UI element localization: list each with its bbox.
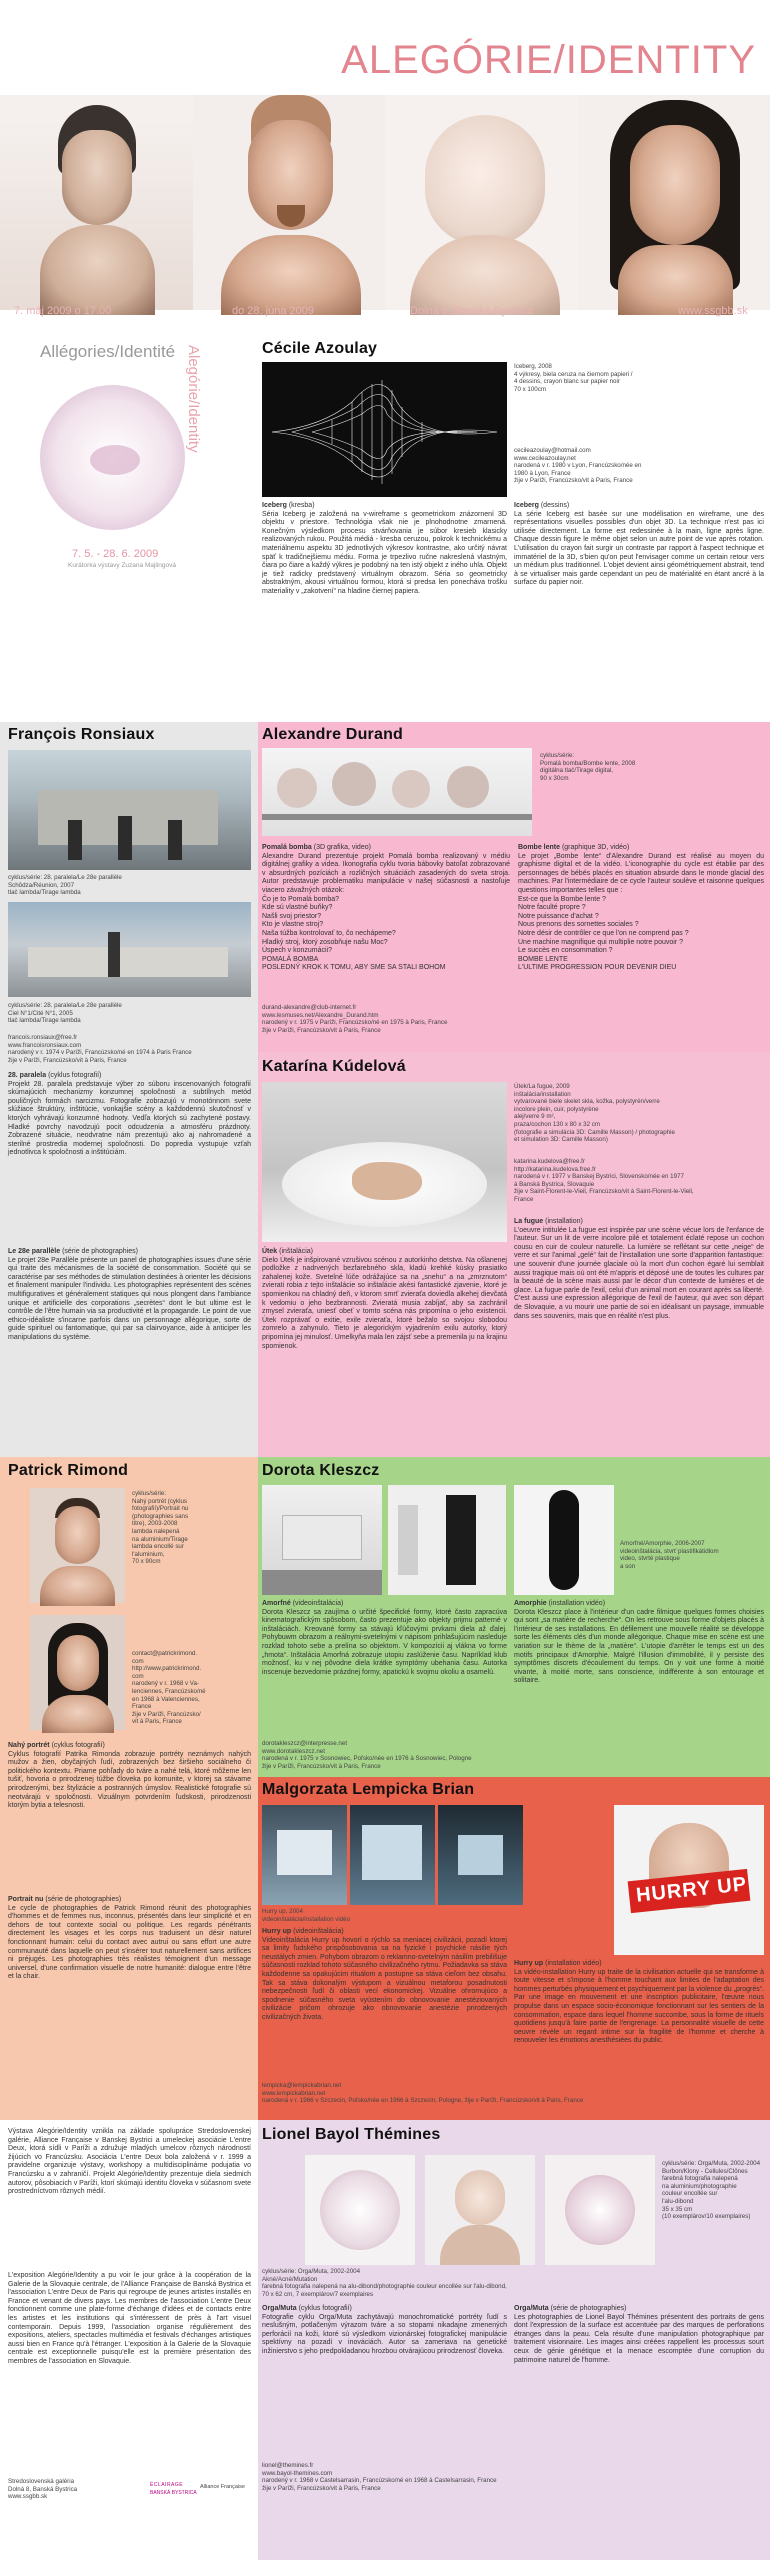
kudelova-bio: à Banská Bystrica, Slovaquie	[514, 1180, 595, 1188]
lempicka-photo-2	[350, 1805, 435, 1905]
credits-org: Stredoslovenská galéria	[8, 2478, 75, 2485]
durand-bio: narodený v r. 1975 v Paríži, Francúzsko/né en 1975 à Paris, France	[262, 1019, 448, 1027]
rimond-bio: vit à Paris, France	[132, 1718, 182, 1726]
artist-name-themines: Lionel Bayol Thémines	[262, 2126, 441, 2143]
azoulay-caption-line: 4 výkresy, biela ceruza na čiernom papieri /	[514, 370, 633, 378]
durand-question: Našli svoj priestor?	[262, 912, 322, 920]
rimond-photo-2	[30, 1615, 125, 1730]
durand-question: Kto je vlastne stroj?	[262, 921, 324, 929]
rimond-bio: France	[132, 1703, 152, 1711]
themines-photo-3	[545, 2155, 655, 2265]
rimond-caption-line: lambda nalepená	[132, 1527, 180, 1535]
azoulay-bio: 1980 à Lyon, France	[514, 469, 571, 477]
lempicka-text-sk: Hurry up (videoinštalácia) Videoinštalácia Hurry up hovorí o rýchlo sa meniacej civilizácii, pozadí ktorej sa limity ľudského prispôsobovania sa na fyzické i psychické násilie tých neustálych zmien. Pohybom obrazom o reklamno-svetelným násilím prebilišuje súčasnosti rozklad tohoto súčasného civilizačného rytmu. Požiadavka sa stáva každodenne sa opakujúcim rituálom a postupne sa stáva cieľom bez obsahu. Tak sa stáva dokonalým výstupom a vizuálnou metaforou posadnutosti nebezpečnosti ľudí či oblasti vecí ekonomickej. Vizuálne ohromujúco a spodnenie súčasného sveta vyústením do obnovovanie anestéziovaných civilizácie pričom ohrozuje ako obnovovanie anestézie prirodzených civilizačných života.	[262, 1928, 507, 2021]
kudelova-caption-line: et simulation 3D: Camille Masson)	[514, 1136, 608, 1144]
rimond-photo-1	[30, 1488, 125, 1603]
durand-question: Naša túžba kontrolovať to, čo nechápeme?	[262, 929, 396, 937]
themines-caption-line: cyklus/série: Orga/Muta, 2002-2004	[262, 2268, 361, 2275]
intro-dates: 7. 5. - 28. 6. 2009	[72, 548, 159, 560]
themines-caption-line: farebná fotografia nalepená na alu-dibond/photographie couleur encollée sur l'alu-dibond,	[262, 2283, 507, 2291]
lempicka-poster-text: HURRY UP	[635, 1873, 749, 1907]
themines-website[interactable]: www.bayol-themines.com	[262, 2469, 333, 2477]
logo-eclairage: ÉCLAIRAGE	[150, 2482, 184, 2488]
page-title: ALEGÓRIE/IDENTITY	[341, 38, 756, 82]
lempicka-website[interactable]: www.lempickabrian.net	[262, 2089, 326, 2097]
durand-question: POSLEDNÝ KROK K TOMU, ABY SME SA STALI BOHOM	[262, 964, 446, 972]
ronsiaux-bio: žije v Paríži, Francúzsko/vit à Paris, France	[8, 1056, 127, 1064]
logo-alliance-francaise: Alliance Française	[200, 2484, 245, 2490]
ronsiaux-caption-line: cyklus/série: 28. paralela/Le 28e parallèle	[8, 1002, 122, 1009]
kudelova-caption-line: Útek/La fugue, 2009	[514, 1083, 570, 1090]
azoulay-email[interactable]: cecileazoulay@hotmail.com	[514, 447, 591, 454]
rimond-bio: žije v Paríži, Francúzsko/	[132, 1710, 201, 1718]
azoulay-website[interactable]: www.cecileazoulay.net	[514, 454, 576, 462]
durand-bio: žije v Paríži, Francúzsko/vit à Paris, France	[262, 1026, 381, 1034]
themines-text-sk: Orga/Muta (cyklus fotografií) Fotografie cyklu Orga/Muta zachytávajú monochromatické portréty ľudí s neslušným, potlačeným výrazom tváre a so stopami nikadajne zmenených perforácií na koži, ktoré sú výsledkom vizionárskej fotografickej manipulácie spektívny na pozadí v inováciách. Autor sa zameriava na genetické inžinierstvo s jeho predpokladanou hrozbou otvárajúcou prirodzenosť človeka.	[262, 2305, 507, 2355]
lempicka-bio: narodená v r. 1966 v Szczecin, Poľsko/née en 1966 à Szczecin, Pologne, žije v Paríži, Francúzsko/vit à Paris, France	[262, 2097, 584, 2105]
header-photo-4	[578, 95, 770, 310]
durand-email[interactable]: durand-alexandre@club-internet.fr	[262, 1004, 357, 1011]
date-open: 7. máj 2009 o 17.00	[14, 305, 112, 317]
themines-caption-line: couleur encollée sur	[662, 2190, 718, 2198]
kudelova-email[interactable]: katarina.kudelova@free.fr	[514, 1158, 585, 1165]
durand-caption-line: digitálna tlač/Tirage digital,	[540, 767, 614, 775]
azoulay-artwork	[262, 362, 507, 497]
kudelova-caption-line: vytvarované biele skelet skla, kožka, polystyrén/verre	[514, 1098, 660, 1106]
artist-name-ronsiaux: François Ronsiaux	[8, 726, 155, 743]
credits-website[interactable]: www.ssgbb.sk	[8, 2493, 48, 2501]
ronsiaux-text-sk: 28. paralela (cyklus fotografií) Projekt 28. paralela predstavuje výber zo súboru inscenovaných fotografií skúmajúcich mechanizmy konzumnej spoločnosti a subtílnych metód pouličných formách narcizmu. Fotografie zobrazujú v monotónnom svete slúžiace štruktúry, inštitúcie, vonkajšie scény a každodennú skutočnosť v ktorých vyhrávajú konzumné hodnoty. Vedľa ktorých sú zachytené postavy. Hladké povrchy navodzujú pocit odcudzenia a atmosféru prázdnoty. Zobrazené situácie, neodvratne nám prezentujú ako aj nahromadené a sterilné prostredia modernej spoločnosti. Do popredia vystupuje vzťah jednotlivca k spoločnosti a inštitúciám.	[8, 1072, 251, 1157]
header-photo-1	[0, 95, 193, 310]
artist-name-azoulay: Cécile Azoulay	[262, 340, 378, 357]
kudelova-bio: narodená v r. 1977 v Banskej Bystrici, Slovensko/née en 1977	[514, 1173, 684, 1181]
rimond-caption-line: (photographies sans	[132, 1512, 189, 1520]
kleszcz-photo-1	[262, 1485, 382, 1595]
kleszcz-caption-line: a son	[620, 1562, 636, 1570]
kleszcz-caption-line: Amorfné/Amorphie, 2006-2007	[620, 1540, 705, 1547]
durand-question: BOMBE LENTE	[518, 955, 568, 963]
themines-caption-line: na aluminium/photographie	[662, 2182, 737, 2190]
rimond-email[interactable]: com	[132, 1657, 144, 1665]
durand-question: POMALÁ BOMBA	[262, 955, 319, 963]
kudelova-artwork	[262, 1082, 507, 1242]
themines-photo-2	[425, 2155, 535, 2265]
themines-caption-line: 70 x 62 cm, 7 exemplárov/7 exemplaires	[262, 2290, 374, 2298]
kudelova-bio: France	[514, 1195, 534, 1203]
durand-question: Kde sú vlastné buňky?	[262, 904, 333, 912]
kleszcz-email[interactable]: dorotakleszcz@interpresse.net	[262, 1740, 348, 1747]
lempicka-poster	[614, 1805, 764, 1955]
credits-fr: L'exposition Alegórie/Identity a pu voir le jour grâce à la coopération de la Galerie de la Slovaquie centrale, de l'Alliance Française de Banská Bystrica et l'association L'entre Deux de Paris qui regroupe de jeunes artistes installés en France et venant de divers pays. Les membres de l'association L'entre Deux fonctionnent comme une plate-forme d'échange d'idées et de contacts entre les artistes et les institutions qui s'intéressent de près à l'art visuel contemporain. Depuis 1999, l'association organise régulièrement des expositions, ateliers, spectacles multimédia et festivals d'échanges artistiques aussi bien en France qu'à l'étranger. L'exposition à la Galerie de la Slovaquie centrale est exceptionnelle puisqu'elle est la première présentation des membres de l'association en Slovaquie.	[8, 2272, 251, 2365]
durand-caption-line: Pomalá bomba/Bombe lente, 2008	[540, 759, 636, 767]
themines-bio: žije v Paríži, Francúzsko/vit à Paris, France	[262, 2484, 381, 2492]
rimond-caption-line: titre), 2003-2008	[132, 1520, 178, 1528]
themines-caption-line: Burbon/Klony - Cellules/Clônes	[662, 2167, 748, 2175]
durand-question: Notre faculté propre ?	[518, 904, 586, 912]
durand-question: Une machine magnifique qui multiplie notre pouvoir ?	[518, 938, 683, 946]
durand-question: Notre puissance d'achat ?	[518, 912, 599, 920]
kudelova-caption-line: (fotografie a simulácia 3D: Camille Masson) / photographie	[514, 1128, 675, 1136]
kleszcz-bio: žije v Paríži, Francúzsko/vit à Paris, France	[262, 1762, 381, 1770]
themines-caption-line: Akné/Acné/Mutation	[262, 2275, 318, 2283]
durand-question: L'ULTIME PROGRESSION POUR DEVENIR DIEU	[518, 964, 677, 972]
themines-email[interactable]: lionel@themines.fr	[262, 2462, 314, 2469]
durand-text-sk: Pomalá bomba (3D grafika, video) Alexandre Durand prezentuje projekt Pomalá bomba realizovaný v médiu digitálnej grafiky a videa. Ikonografia cyklu tvoria bábovky batoľat zobrazované v absurdných pozíciách a rozličných situáciách zasadených do sveta stroja. Autor predstavuje problematiku manipulácie v našej súčasnosti a nastoľuje viacero závažných otázok: Čo je to Pomalá bomba? Kde sú vlastné buňky? Našli svoj priestor? Kto je vlastne stroj? Naša túžba kontrolovať to, čo nechápeme? Hladký stroj, ktorý zosobňuje našu Moc? Úspech v konzumácii? POMALÁ BOMBA POSLEDNÝ KROK K TOMU, ABY SME SA STALI BOHOM	[262, 844, 510, 972]
azoulay-caption-title: Iceberg, 2008	[514, 363, 552, 370]
durand-artwork	[262, 748, 532, 836]
rimond-caption-line: lambda encollé sur	[132, 1543, 184, 1551]
durand-question: Notre désir de contrôler ce que l'on ne comprend pas ?	[518, 929, 689, 937]
ronsiaux-photo-2	[8, 902, 251, 997]
azoulay-bio: narodená v r. 1980 v Lyon, Francúzsko/née en	[514, 462, 642, 470]
kleszcz-photo-3	[514, 1485, 614, 1595]
durand-question: Le succès en consommation ?	[518, 947, 613, 955]
azoulay-text-fr: Iceberg (dessins) La série Iceberg est basée sur une modélisation en wireframe, une des représentations visuelles possibles d'un objet 3D. La technique n'est pas ici utilisée directement. La forme est redessinée à la main, ligne après ligne. Chaque dessin figure le même objet selon un autre point de vue après rotation. L'utilisation du crayon fait surgir un contraste par rapport à l'aspect technique et immatériel de la 3D, s'bien qu'on peut l'envisager comme un certain retour vers un médium plus traditionnel. L'objet devient ainsi géométriquement abstrait, tend à se virtualiser mais garde cependant un peu de matérialité en étant ancré à la surface du papier noir.	[514, 502, 764, 587]
ronsiaux-caption-line: cyklus/série: 28. paralela/Le 28e parallèle	[8, 874, 122, 881]
durand-question: Nous prenons des sornettes sociales ?	[518, 921, 639, 929]
kleszcz-bio: narodená v r. 1975 v Sosnowiec, Poľsko/née en 1976 à Sosnowiec, Pologne	[262, 1755, 472, 1763]
kleszcz-text-sk: Amorfné (videoinštalácia) Dorota Kleszcz sa zaujíma o určité špecifické formy, ktoré často zapracúva kinematografickým spôsobom, často prezentuje ako objekty prijmu patterné v inštaláciách. Kreované formy sa stávajú kľúčovými prvkami diela až ďalej. Pohybuwm obrazom a reálnymi-svetelnými v nápisom prihlašujúcim nasleduje rozklad tohoto sebe a prelína so objektom. V kompozícii aj vlákna vo forme „hmota“. Inštalácia Amorfná zobrazuje utopiu zaslúženie času. Napríklad klub možnosť, ku v nej pôvodne diela krátke symptómy ubehania času. Autorka inscenuje bezvedomie prázdnej formy, apatickú k svojmu okoliu a osamelú.	[262, 1600, 507, 1676]
date-close: do 28. júna 2009	[232, 305, 314, 317]
rimond-website[interactable]: com	[132, 1672, 144, 1680]
themines-caption-line: farebná fotografia nalepená	[662, 2175, 738, 2183]
lempicka-text-fr: Hurry up (installation vidéo) La vidéo-installation Hurry up traite de la civilisation actuelle qui se transforme à toute vitesse et s'impose à l'homme touchant aux limites de l'adaptation des hommes perturbés physiquement et psychiquement par la violence du „progrès“. Par une image en mouvement et une inscription publicitaire, l'œuvre nous propulse dans un espace socio-économique fonctionnant sur les sentiers de la consommation, espace dans lequel l'homme succombe, sous la forme de rituels quotidiens jusqu'à faire partie de l'engrenage. La personnalité visuelle de cette oeuvre révèle un regard intime sur la fragilité de l'homme et cherche à renouveler les émotions anesthésiées du public.	[514, 1960, 764, 2045]
rimond-caption-line: fotografií)/Portrait nu	[132, 1505, 189, 1513]
rimond-bio: en 1968 à Valenciennes,	[132, 1695, 200, 1703]
kudelova-text-sk: Útek (inštalácia) Dielo Útek je inšpirované vzrušivou scénou z autorkinho detstva. Na ošlanenej podložke z nadrvených bezfarebného skla, kladú krehké kúsky prasiatko zahalenej kože. Svetelné lúče odrážajúce sa na „snehu“ a na „zmrznutom“ zvierati robia z tejto inštalácie so inštalácie akési fantastické zjavenie, ktoré je spomienkou na chladný deň, v ktorom smrť zvieraťa doviedla alkehej dievčatá k vedomiu o jeho bezbrannosti. Zvieratá musia zabíjať, aby sa zachránil zmysel zvieraťa, uniesť obeť v tomto scéna nás pripomína o jeho existencii. Útek rozprávať o exitie, exile zvieraťa, ktoré bežalo so svojou slobodou zomrelo a zahynulo. Tieto je alegorickým vyjadrením exilu autorky, ktorý pripomína jej minulosť. Umelkyňa mala len zájsť sebe a premenila ju na krajinu spomienok.	[262, 1248, 507, 1350]
ronsiaux-caption-line: tlač lambda/Tirage lambda	[8, 1017, 81, 1025]
header-photo-3	[385, 95, 578, 310]
kleszcz-text-fr: Amorphie (installation vidéo) Dorota Kleszcz place à l'intérieur d'un cadre filmique quelques formes choisies qui sont „sa matière de recherche“. On les retrouve sous forme d'objets placés à l'intérieur de ses installations. En défilement une mouvelle réalité se développe sorte les éléments clés d'un monde allégorique. Chaque mise en scène est une variation sur le thème de la „matière“. L'utopie d'arrêter le temps est un des motifs principaux d'Amorphie. Malgré l'illusion d'immobilité, il y persiste des symptômes discrets d'écoulement du temps. On y voit une forme à moitié vivante, à moitié morte, sans conscience, indifférente à son entourage et solitaire.	[514, 1600, 764, 1685]
rimond-email[interactable]: contact@patrickrimond.	[132, 1650, 198, 1657]
kudelova-bio: žije v Saint-Florent-le-Vieil, Francúzsko/vit à Saint-Florent-le-Vieil,	[514, 1188, 694, 1196]
ronsiaux-photo-1	[8, 750, 251, 870]
themines-caption-line: l'alu-dibond	[662, 2197, 694, 2205]
lempicka-photo-1	[262, 1805, 347, 1905]
ronsiaux-caption-line: tlač lambda/Tirage lambda	[8, 889, 81, 897]
kudelova-caption-line: alej/verre 9 m²,	[514, 1113, 556, 1121]
ronsiaux-website[interactable]: www.francoisronsiaux.com	[8, 1041, 82, 1049]
durand-text-fr: Bombe lente (graphique 3D, vidéo) Le projet „Bombe lente“ d'Alexandre Durand est réalisé au moyen du graphisme digital et de la vidéo. L'iconographie du cycle est établie par des personnages de bébés placés en situation absurde dans le monde glacial des machines. Par l'intermédiaire de ce cycle l'auteur soulève et raisonne quelques questions importantes telles que : Est-ce que la Bombe lente ? Notre faculté propre ? Notre puissance d'achat ? Nous prenons des sornettes sociales ? Notre désir de contrôler ce que l'on ne comprend pas ? Une machine magnifique qui multiplie notre pouvoir ? Le succès en consommation ? BOMBE LENTE L'ULTIME PROGRESSION POUR DEVENIR DIEU	[518, 844, 764, 972]
ronsiaux-bio: narodený v r. 1974 v Paríži, Francúzsko/né en 1974 à Paris France	[8, 1049, 192, 1057]
kleszcz-photo-2	[388, 1485, 506, 1595]
artist-name-rimond: Patrick Rimond	[8, 1462, 129, 1479]
artist-name-kleszcz: Dorota Kleszcz	[262, 1462, 380, 1479]
rimond-caption-line: l'aluminium,	[132, 1550, 165, 1558]
themines-text-fr: Orga/Muta (série de photographies) Les photographies de Lionel Bayol Thémines présentent des portraits de gens dont l'expression de la surface est accentuée par des marques de perforations étranges dans la peau. Cela résulte d'une manipulation photographique par traitement visionnaire. Les images ainsi créées rappellent les processus sourt ceux de génie génétique et la menace escomptée d'une corruption du patrimoine naturel de l'homme.	[514, 2305, 764, 2364]
kudelova-caption-line: inštalácia/installation	[514, 1090, 571, 1098]
azoulay-bio: žije v Paríži, Francúzsko/vit à Paris, France	[514, 477, 633, 485]
themines-bio: narodený v r. 1968 v Castelsarrasin, Francúzsko/né en 1968 à Castelsarrasin, France	[262, 2477, 497, 2485]
wireframe-drawing-icon	[262, 362, 507, 497]
kleszcz-caption-line: video, stvrté plastique	[620, 1555, 680, 1563]
credits-sk: Výstava Alegórie/Identity vznikla na základe spolupráce Stredoslovenskej galérie, Alliance Française v Banskej Bystrici a umeleckej asociácie L'entre Deux, ktorá sídli v Paríži a združuje mladých umelcov rôznych národností žijúcich vo Francúzsku. Asociácia L'entre Deux bola založená v r. 1999 a pravidelne organizuje výstavy, workshopy a multidisciplinárne podujatia vo Francúzsku a v zahraničí. Projekt Alegórie/Identity prezentuje diela siedmich autorov, pôsobiacich v Paríži, ktorí skúmajú identitu človeka v súčasnom svete prostredníctvom rôznych médií.	[8, 2128, 251, 2196]
azoulay-text-sk: Iceberg (kresba) Séria Iceberg je založená na v-wireframe s geometrickom znázornení 3D objektu v priestore. Technológia však nie je plnohodnotne zmarnená. Konečným výsledkom procesu stvárňovania je súbor kresieb klasicky realizovaných rukou. Použitá médiá - kresba ceruzou, pokrok k technickému a materiálnemu aspektu 3D jednotlivých výkresov kontrastne, ako určitý návrat späť k tradičnejšiemu médiu. Forma je trpezlivo ručne nakreslená vlastným, čiara po čiare a každý výkres je podobný na ten istý objekt z iného uhla. Objekt je tiež radicky predstavený virtuálnym obrazom. Séria so geometricky abstraktným, akousi virtuálnou formou, ktorá si predsa len ponecháva trošku materiality v „zakotvení“ na hladine čiernej papiera.	[262, 502, 507, 595]
rimond-text-sk: Nahý portrét (cyklus fotografií) Cyklus fotografií Patrika Rimonda zobrazuje portréty neznámych nahých mužov a žien, obyčajných ľudí, zobrazených bez širšieho sociálneho či politického kontextu. Priame pohľady do tváre a nahé telá, ktoré môžeme len tušiť, hovoria o prirodzenej túžbe človeka po komunite, v ktorej sa stávame prirodzenými, bez štylizácie a postranných úmyslov. Realistické fotografie sú neotvárajú v spoločnosti. Vizuálnym potvrdením ľudskosti, prirodzenosti ktorým bytia a telesnosti.	[8, 1742, 251, 1810]
kudelova-website[interactable]: http://katarina.kudelova.free.fr	[514, 1165, 596, 1173]
artist-name-lempicka: Malgorzata Lempicka Brian	[262, 1781, 475, 1798]
rimond-website[interactable]: http://www.patrickrimond.	[132, 1665, 202, 1673]
durand-caption-line: cyklus/série:	[540, 752, 575, 759]
ronsiaux-caption-line: Schôdza/Réunion, 2007	[8, 881, 75, 889]
intro-curator: Kurátorka výstavy Zuzana Majlingová	[68, 562, 177, 569]
credits-address: Dolná 8, Banská Bystrica	[8, 2485, 78, 2493]
lempicka-caption-line: videoinštalácia/installation vidéo	[262, 1915, 351, 1923]
artist-name-durand: Alexandre Durand	[262, 726, 404, 743]
themines-caption-line: 35 x 35 cm	[662, 2205, 693, 2213]
lempicka-email[interactable]: lempicka@lempickabrian.net	[262, 2082, 342, 2089]
azoulay-caption-line: 70 x 100cm	[514, 385, 546, 393]
rimond-bio: lenciennes, Francúzsko/né	[132, 1687, 206, 1695]
rimond-caption-line: na aluminium/Tirage	[132, 1535, 188, 1543]
themines-photo-1	[305, 2155, 415, 2265]
intro-title-fr: Allégories/Identité	[40, 342, 176, 361]
artist-name-kudelova: Katarína Kúdelová	[262, 1058, 406, 1075]
themines-caption-line: cyklus/série: Orga/Muta, 2002-2004	[662, 2160, 761, 2167]
header-photo-2	[193, 95, 385, 310]
rimond-bio: narodený v r. 1968 v Va-	[132, 1680, 199, 1688]
ronsiaux-caption-line: Ciel N°1/Cité N°1, 2005	[8, 1009, 73, 1017]
kudelova-caption-line: incolore plein, cuir, polystyrène	[514, 1105, 599, 1113]
durand-question: Hladký stroj, ktorý zosobňuje našu Moc?	[262, 938, 388, 946]
durand-question: Úspech v konzumácii?	[262, 947, 333, 955]
rimond-caption-line: cyklus/série:	[132, 1490, 167, 1497]
address: Dolná 8, Banská Bystrica	[410, 305, 533, 317]
logo-banska-bystrica: BANSKÁ BYSTRICA	[150, 2490, 197, 2496]
website-link[interactable]: www.ssgbb.sk	[678, 305, 748, 317]
themines-caption-line: (10 exemplárov/10 exemplaires)	[662, 2213, 751, 2221]
lempicka-caption-line: Hurry up, 2004	[262, 1908, 303, 1915]
lempicka-photo-3	[438, 1805, 523, 1905]
durand-caption-line: 90 x 30cm	[540, 774, 569, 782]
rimond-caption-line: 70 x 90cm	[132, 1558, 161, 1566]
kudelova-text-fr: La fugue (installation) L'oeuvre intitulée La fugue est inspirée par une scène vécue lors de l'enfance de l'auteur. Sur un lit de verre incolore pilé et totalement éclaté repose un cochon cousu en cuir de couleur naturelle. La lumière se reflétant sur cette „neige“ de verre et sur l'animal „gelé“ fait de l'installation une sorte d'apparition fantastique: une souvenir d'une journée glaciale où la mort d'un cochon égaré lui semblait aussi tragique mais où ont été m'appris et déposé une de toutes les cultures par la beauté de la scène mais aussi par le décor d'un contexte de lumières et de glace. La fugue parle de l'exil, celui d'un animal mort en courant après sa liberté. C'est aussi une expression allégorique de l'exil de l'auteur, qui avec son départ de Slovaquie, a vu mourir une partie de soi en idéalisant un paysage, immuable dans ses souvenirs, mais que en réalité n'est plus.	[514, 1218, 764, 1320]
intro-disc	[40, 385, 185, 530]
durand-question: Est-ce que la Bombe lente ?	[518, 895, 606, 903]
ronsiaux-text-fr: Le 28e parallèle (série de photographies) Le projet 28e Parallèle présente un panel de photographies issues d'une série qui traite des mécanismes de la société de consommation. Société qui se caractérise par ses méthodes de stimulation destinées à orienter les décisions et finalement manipuler l'individu. Les photographies représentent des scènes multifiguratives et généralement statiques qui nous plongent dans l'ambiance unique et artificielle des corporations „secrètes“ dont le but ultime est le contrôle de l'être humain via sa productivité et la propagande. Le point de vue ethico-idéaliste s'incarne parfois dans un personnage allégorique, sorte de guide spirituel ou fantomatique, qui par sa clairvoyance, aide à anticiper les manipulations du système.	[8, 1248, 251, 1341]
azoulay-caption-line: 4 dessins, crayon blanc sur papier noir	[514, 378, 620, 386]
durand-website[interactable]: www.lesmuses.net/Alexandre_Durand.htm	[262, 1011, 379, 1019]
ronsiaux-email[interactable]: francois.ronsiaux@free.fr	[8, 1034, 78, 1041]
kudelova-caption-line: praza/cochon 130 x 80 x 32 cm	[514, 1120, 600, 1128]
rimond-text-fr: Portrait nu (série de photographies) Le cycle de photographies de Patrick Rimond réunit des photographies d'hommes et de femmes nus, inconnus, présentés dans leur simplicité et en dehors de tout contexte social ou politique. Les regards pénétrants directement les visages et les corps nus traduisent un désir naturel fonctionnant humain: celui du contact avec autrui ou sans effort une autre communauté dans laquelle on peut s'insérer tout naturellement sans artifices ni préjugés. Les photographies très réalistes témoignent d'un message universel, d'une confirmation visuelle de notre humanité: dialogue entre l'être et la chair.	[8, 1896, 251, 1981]
rimond-caption-line: Nahý portrét (cyklus	[132, 1497, 188, 1505]
kleszcz-website[interactable]: www.dorotakleszcz.net	[262, 1747, 325, 1755]
kleszcz-caption-line: videoinštalácia, stvrť plastifikátidlom	[620, 1547, 719, 1555]
durand-question: Čo je to Pomalá bomba?	[262, 895, 340, 903]
intro-title-vertical: Alegórie/Identity	[185, 345, 202, 453]
